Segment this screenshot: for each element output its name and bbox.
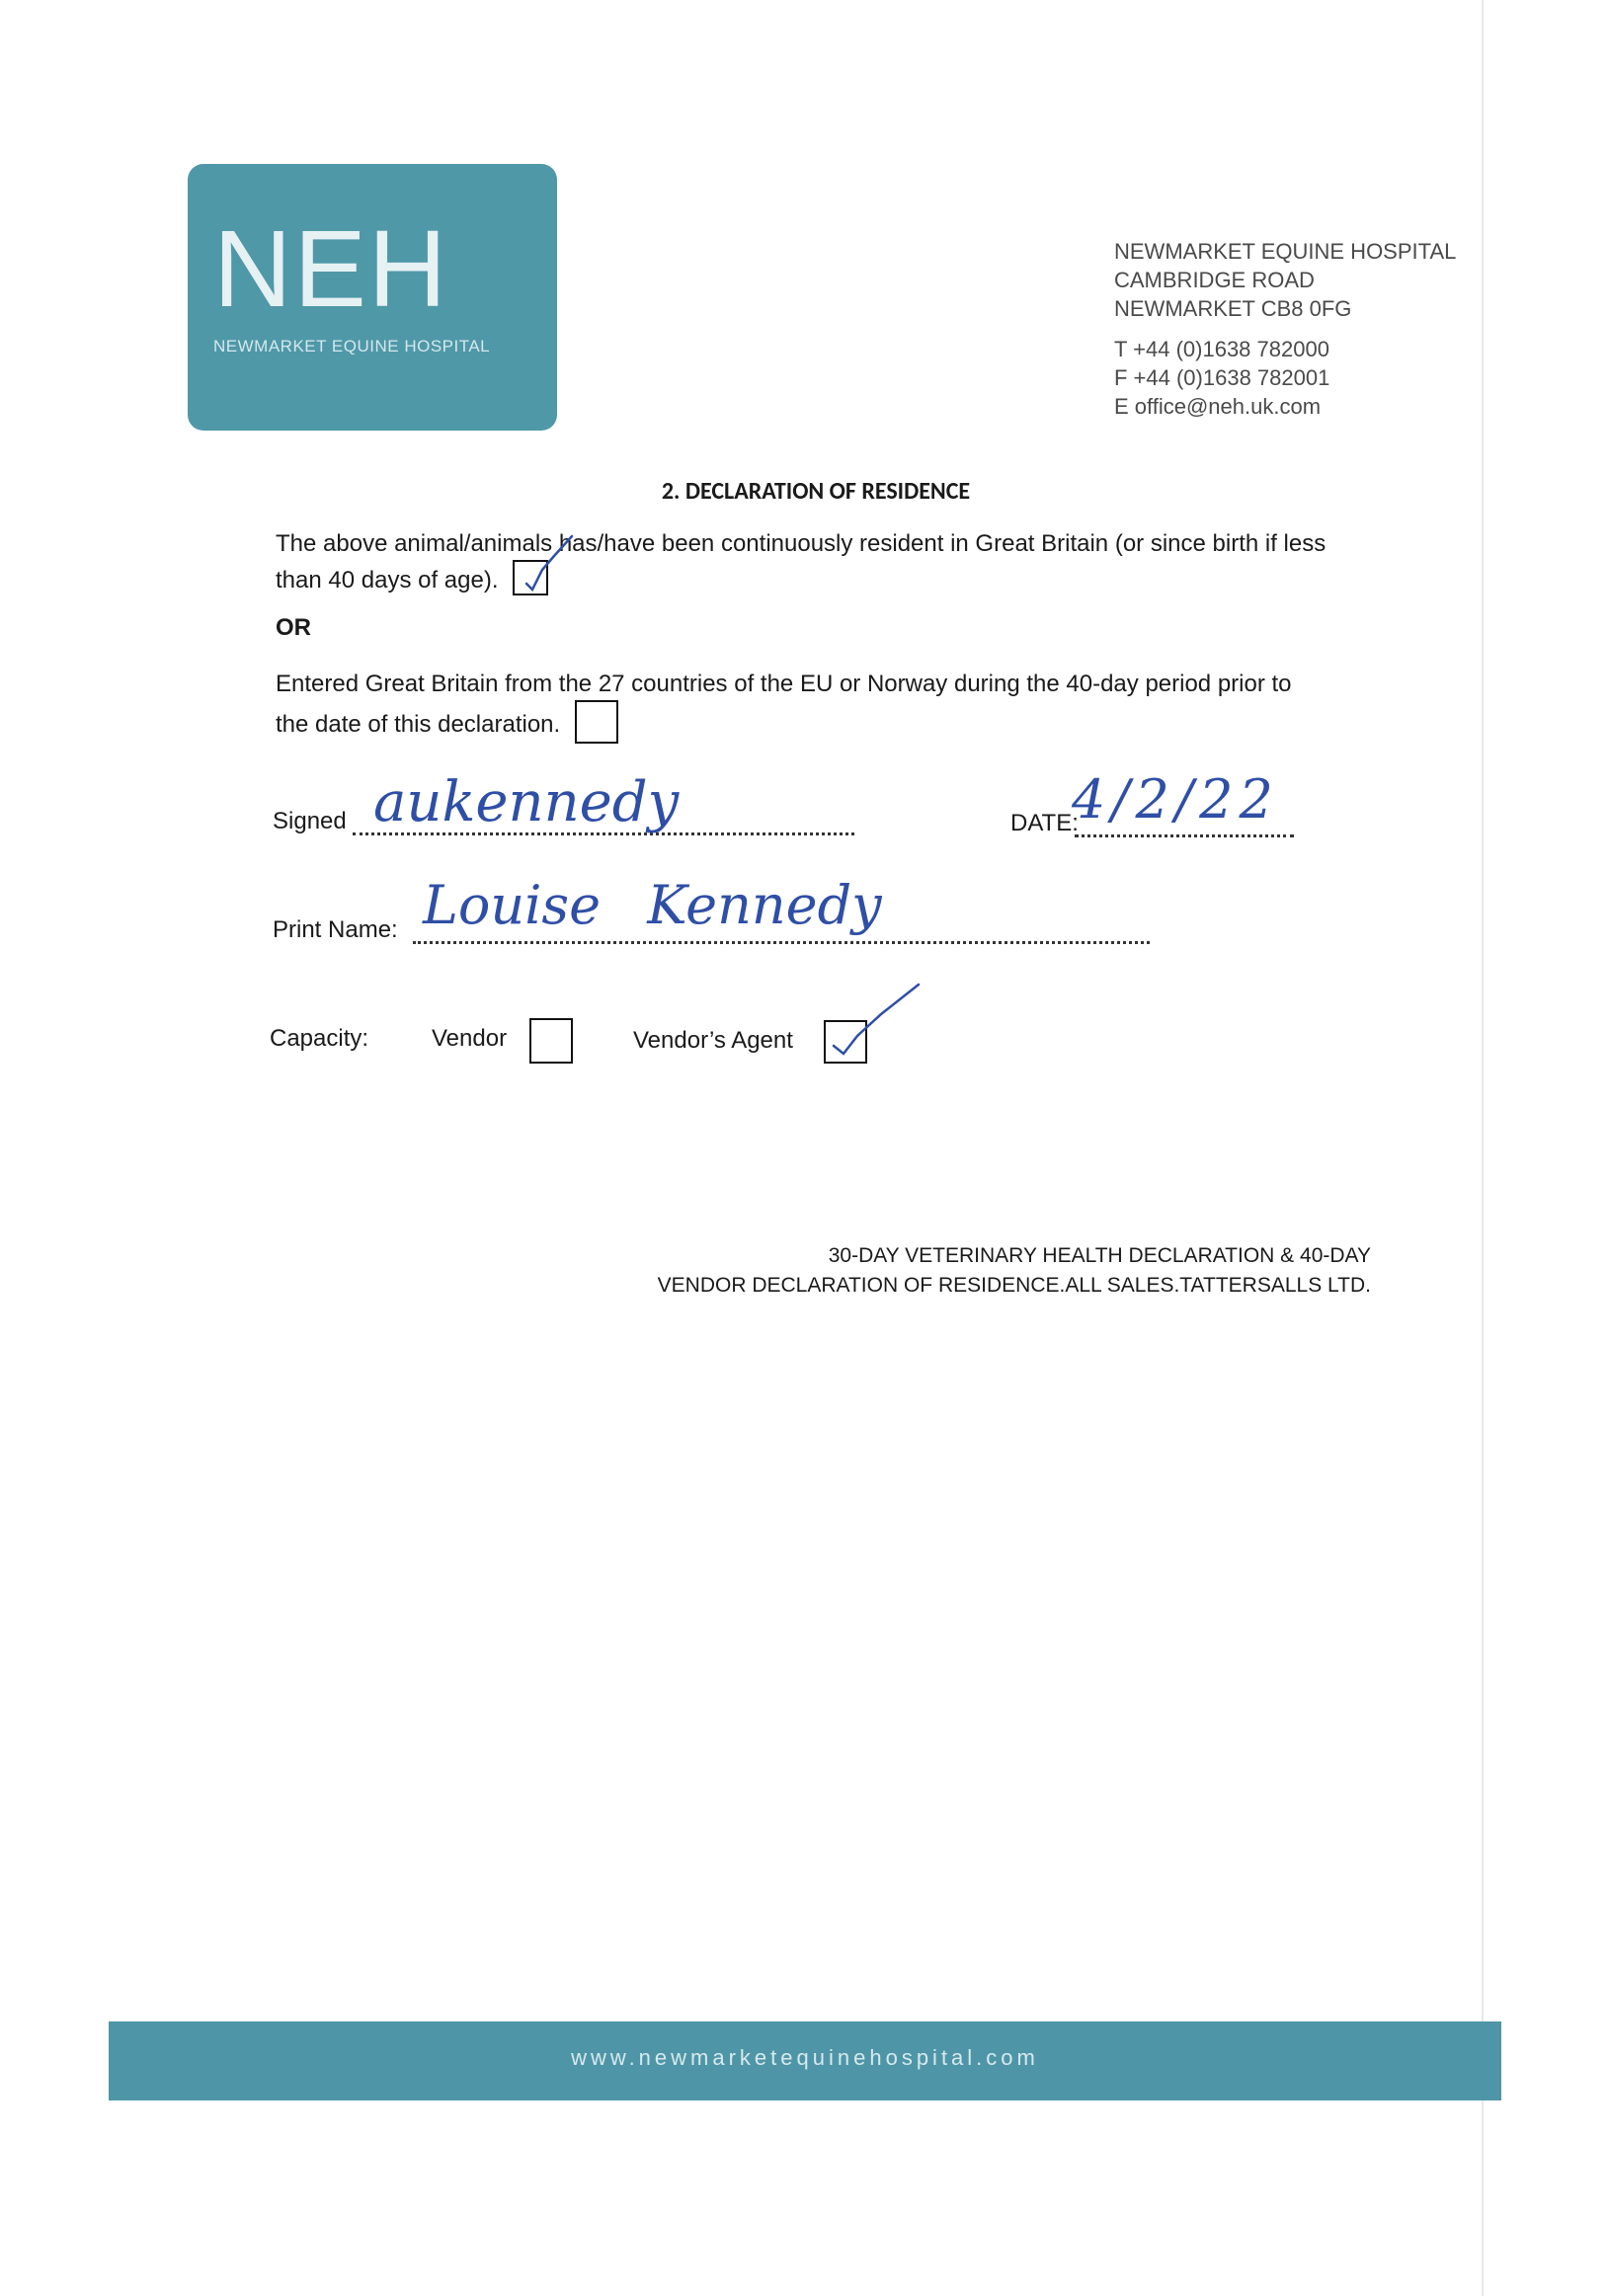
print-name-label: Print Name:	[273, 916, 398, 943]
address-email: E office@neh.uk.com	[1114, 394, 1322, 419]
checkmark-icon	[824, 992, 923, 1071]
residence-statement	[276, 528, 1392, 596]
logo-subtitle: NEWMARKET EQUINE HOSPITAL	[213, 337, 491, 356]
print-name-line	[413, 941, 1150, 944]
date-label: DATE:	[1010, 810, 1079, 836]
residence-statement-line-1: The above animal/animals has/have been continuously resident in Great Britain (or since birth if less	[276, 530, 1327, 557]
footer-band	[109, 2021, 1501, 2100]
date-line	[1075, 834, 1294, 837]
logo-mark: NEH	[213, 208, 449, 330]
or-label: OR	[276, 614, 311, 641]
signed-label: Signed	[273, 808, 347, 834]
entered-gb-checkbox[interactable]	[575, 700, 618, 744]
vendor-checkbox[interactable]	[529, 1018, 573, 1064]
entry-statement-line-1: Entered Great Britain from the 27 countries of the EU or Norway during the 40-day period prior to	[276, 671, 1292, 697]
print-name-value: Louise Kennedy	[423, 874, 882, 936]
capacity-label: Capacity:	[270, 1025, 369, 1052]
residence-statement-line-2: than 40 days of age).	[276, 567, 499, 594]
address-phone: T +44 (0)1638 782000	[1114, 337, 1329, 361]
website-link[interactable]: www.newmarketequinehospital.com	[571, 2045, 1039, 2070]
section-title-wrap	[0, 477, 1608, 506]
checkmark-icon	[513, 548, 572, 607]
page-edge-line	[1482, 0, 1484, 2296]
document-reference-line-1: 30-DAY VETERINARY HEALTH DECLARATION & 40-DAY	[828, 1244, 1371, 1267]
resident-checkbox[interactable]	[513, 560, 548, 595]
document-reference	[658, 1241, 1371, 1301]
hospital-address	[1114, 237, 1456, 421]
address-line-2: CAMBRIDGE ROAD	[1114, 268, 1315, 292]
address-line-1: NEWMARKET EQUINE HOSPITAL	[1114, 239, 1457, 264]
vendor-label: Vendor	[432, 1025, 508, 1052]
signature: aukennedy	[373, 770, 680, 834]
address-fax: F +44 (0)1638 782001	[1114, 365, 1330, 390]
section-title: 2. DECLARATION OF RESIDENCE	[661, 477, 971, 506]
vendor-agent-label: Vendor’s Agent	[633, 1027, 793, 1054]
entry-statement	[276, 669, 1392, 744]
neh-logo	[188, 164, 557, 431]
date-value: 4/2/22	[1072, 768, 1279, 831]
address-line-3: NEWMARKET CB8 0FG	[1114, 296, 1352, 321]
vendor-agent-checkbox[interactable]	[824, 1020, 867, 1064]
entry-statement-line-2: the date of this declaration.	[276, 711, 561, 738]
document-reference-line-2: VENDOR DECLARATION OF RESIDENCE.ALL SALES.TATTERSALLS LTD.	[657, 1274, 1371, 1297]
